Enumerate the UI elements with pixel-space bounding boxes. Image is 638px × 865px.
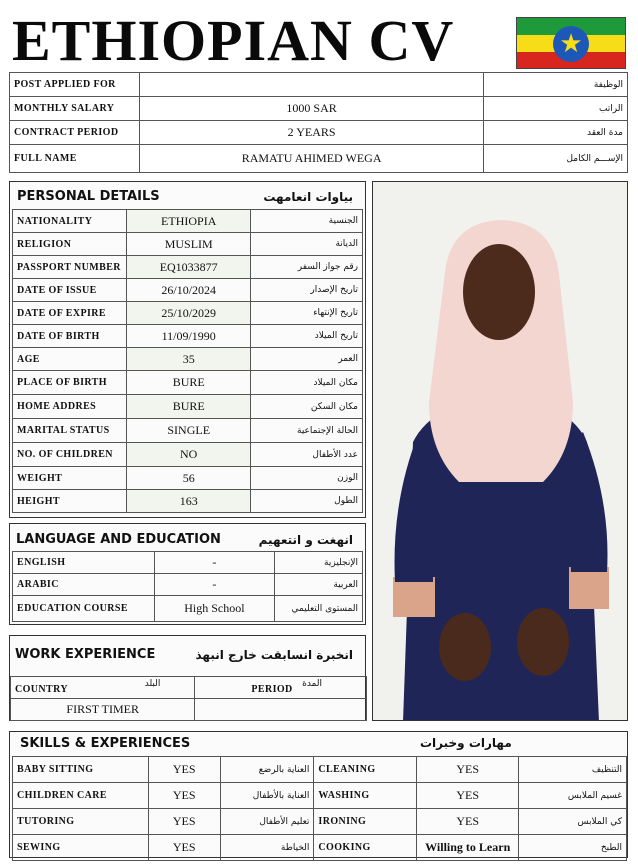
country-label-ar: البلد [144,678,161,689]
skill-value: Willing to Learn [417,835,519,861]
table-row [13,325,363,348]
post-value [139,73,483,97]
skill-label: CLEANING [314,757,417,783]
age-label: AGE [13,348,127,371]
country-label: COUNTRY [15,683,69,695]
personal-heading-ar: بياوات انعامهت [263,190,353,204]
skill-label: COOKING [314,835,417,861]
contract-value: 2 YEARS [139,121,483,145]
age-value: 35 [126,348,250,371]
table-row [13,467,363,490]
table-row [13,443,363,467]
skill-label-ar: العناية بالأطفال [220,783,314,809]
salary-label-ar: الراتب [484,97,628,121]
marital-status-label-ar: الحالة الإجتماعية [251,419,363,443]
issue-date-label-ar: تاريخ الإصدار [251,279,363,302]
table-row [11,677,367,699]
fullname-value: RAMATU AHIMED WEGA [139,145,483,173]
table-row [13,757,627,783]
table-row [13,256,363,279]
skill-label-ar: تعليم الأطفال [220,809,314,835]
skill-value: YES [417,757,519,783]
birth-date-label-ar: تاريخ الميلاد [251,325,363,348]
table-row [13,279,363,302]
skill-label: SEWING [13,835,149,861]
arabic-label: ARABIC [13,574,155,596]
expire-date-label-ar: تاريخ الإنتهاء [251,302,363,325]
nationality-label-ar: الجنسية [251,210,363,233]
religion-label: RELIGION [13,233,127,256]
table-row [13,835,627,861]
skills-heading-ar: مهارات وخبرات [420,736,512,750]
height-label: HEIGHT [13,490,127,513]
skill-value: YES [417,783,519,809]
nationality-value: ETHIOPIA [126,210,250,233]
weight-value: 56 [126,467,250,490]
skill-label: WASHING [314,783,417,809]
personal-details-section [9,181,366,518]
language-table [12,551,363,622]
table-row [13,348,363,371]
language-education-section [9,523,366,625]
education-label-ar: المستوى التعليمي [275,596,363,622]
language-heading-ar: انهغت و انتعهيم [258,533,353,547]
skill-label-ar: الخياطة [220,835,314,861]
religion-label-ar: الديانة [251,233,363,256]
salary-label: MONTHLY SALARY [10,97,140,121]
period-label-ar: المدة [302,678,322,689]
star-emblem-icon: ★ [553,26,589,62]
fullname-label: FULL NAME [10,145,140,173]
weight-label-ar: الوزن [251,467,363,490]
work-entry: FIRST TIMER [11,699,195,721]
issue-date-value: 26/10/2024 [126,279,250,302]
english-label-ar: الإنجليزية [275,552,363,574]
skill-label: TUTORING [13,809,149,835]
header-row [10,145,628,173]
table-row [13,552,363,574]
period-header [195,677,367,699]
marital-status-value: SINGLE [126,419,250,443]
table-row [13,233,363,256]
home-address-value: BURE [126,395,250,419]
page-title: ETHIOPIAN CV [12,8,455,73]
skill-label-ar: التنظيف [519,757,627,783]
skill-label: BABY SITTING [13,757,149,783]
issue-date-label: DATE OF ISSUE [13,279,127,302]
skill-value: YES [148,809,220,835]
nationality-label: NATIONALITY [13,210,127,233]
country-header [11,677,195,699]
contract-label-ar: مدة العقد [484,121,628,145]
home-address-label-ar: مكان السكن [251,395,363,419]
work-heading-ar: انخبرة انسابقت خارج انبهذ [195,648,353,662]
post-label: POST APPLIED FOR [10,73,140,97]
skills-heading: SKILLS & EXPERIENCES [20,736,191,751]
period-label: PERIOD [251,683,293,695]
passport-label-ar: رقم جواز السفر [251,256,363,279]
salary-value: 1000 SAR [139,97,483,121]
language-heading: LANGUAGE AND EDUCATION [16,532,221,547]
table-row [13,596,363,622]
birth-date-value: 11/09/1990 [126,325,250,348]
english-label: ENGLISH [13,552,155,574]
skills-section [9,731,628,858]
table-row [13,490,363,513]
table-row [13,395,363,419]
skill-value: YES [148,783,220,809]
post-label-ar: الوظيفة [484,73,628,97]
children-label: NO. OF CHILDREN [13,443,127,467]
education-label: EDUCATION COURSE [13,596,155,622]
skill-label: IRONING [314,809,417,835]
personal-details-table [12,209,363,513]
table-row [13,574,363,596]
header-row [10,97,628,121]
english-value: - [154,552,274,574]
table-row [13,210,363,233]
work-period-value [195,699,367,721]
work-heading: WORK EXPERIENCE [15,647,156,662]
home-address-label: HOME ADDRES [13,395,127,419]
age-label-ar: العمر [251,348,363,371]
marital-status-label: MARITAL STATUS [13,419,127,443]
passport-label: PASSPORT NUMBER [13,256,127,279]
work-table [10,676,367,721]
children-label-ar: عدد الأطفال [251,443,363,467]
height-label-ar: الطول [251,490,363,513]
header-row [10,121,628,145]
table-row [13,783,627,809]
work-experience-section [9,635,366,721]
religion-value: MUSLIM [126,233,250,256]
table-row [13,419,363,443]
header-info-table [9,72,628,173]
table-row [13,302,363,325]
arabic-label-ar: العربية [275,574,363,596]
skill-label: CHILDREN CARE [13,783,149,809]
table-row [11,699,367,721]
portrait-illustration [373,182,628,721]
weight-label: WEIGHT [13,467,127,490]
skill-label-ar: كي الملابس [519,809,627,835]
skill-value: YES [148,757,220,783]
table-row [13,809,627,835]
ethiopian-flag [516,17,626,69]
height-value: 163 [126,490,250,513]
education-value: High School [154,596,274,622]
header-row [10,73,628,97]
children-value: NO [126,443,250,467]
candidate-photo [372,181,628,721]
personal-heading: PERSONAL DETAILS [17,189,160,204]
skill-label-ar: الطبخ [519,835,627,861]
expire-date-value: 25/10/2029 [126,302,250,325]
arabic-value: - [154,574,274,596]
place-of-birth-value: BURE [126,371,250,395]
passport-value: EQ1033877 [126,256,250,279]
expire-date-label: DATE OF EXPIRE [13,302,127,325]
place-of-birth-label: PLACE OF BIRTH [13,371,127,395]
birth-date-label: DATE OF BIRTH [13,325,127,348]
fullname-label-ar: الإســـم الكامل [484,145,628,173]
skills-table [12,756,627,861]
skill-value: YES [148,835,220,861]
place-of-birth-label-ar: مكان الميلاد [251,371,363,395]
contract-label: CONTRACT PERIOD [10,121,140,145]
skill-label-ar: غسيم الملابس [519,783,627,809]
skill-label-ar: العناية بالرضع [220,757,314,783]
table-row [13,371,363,395]
skill-value: YES [417,809,519,835]
